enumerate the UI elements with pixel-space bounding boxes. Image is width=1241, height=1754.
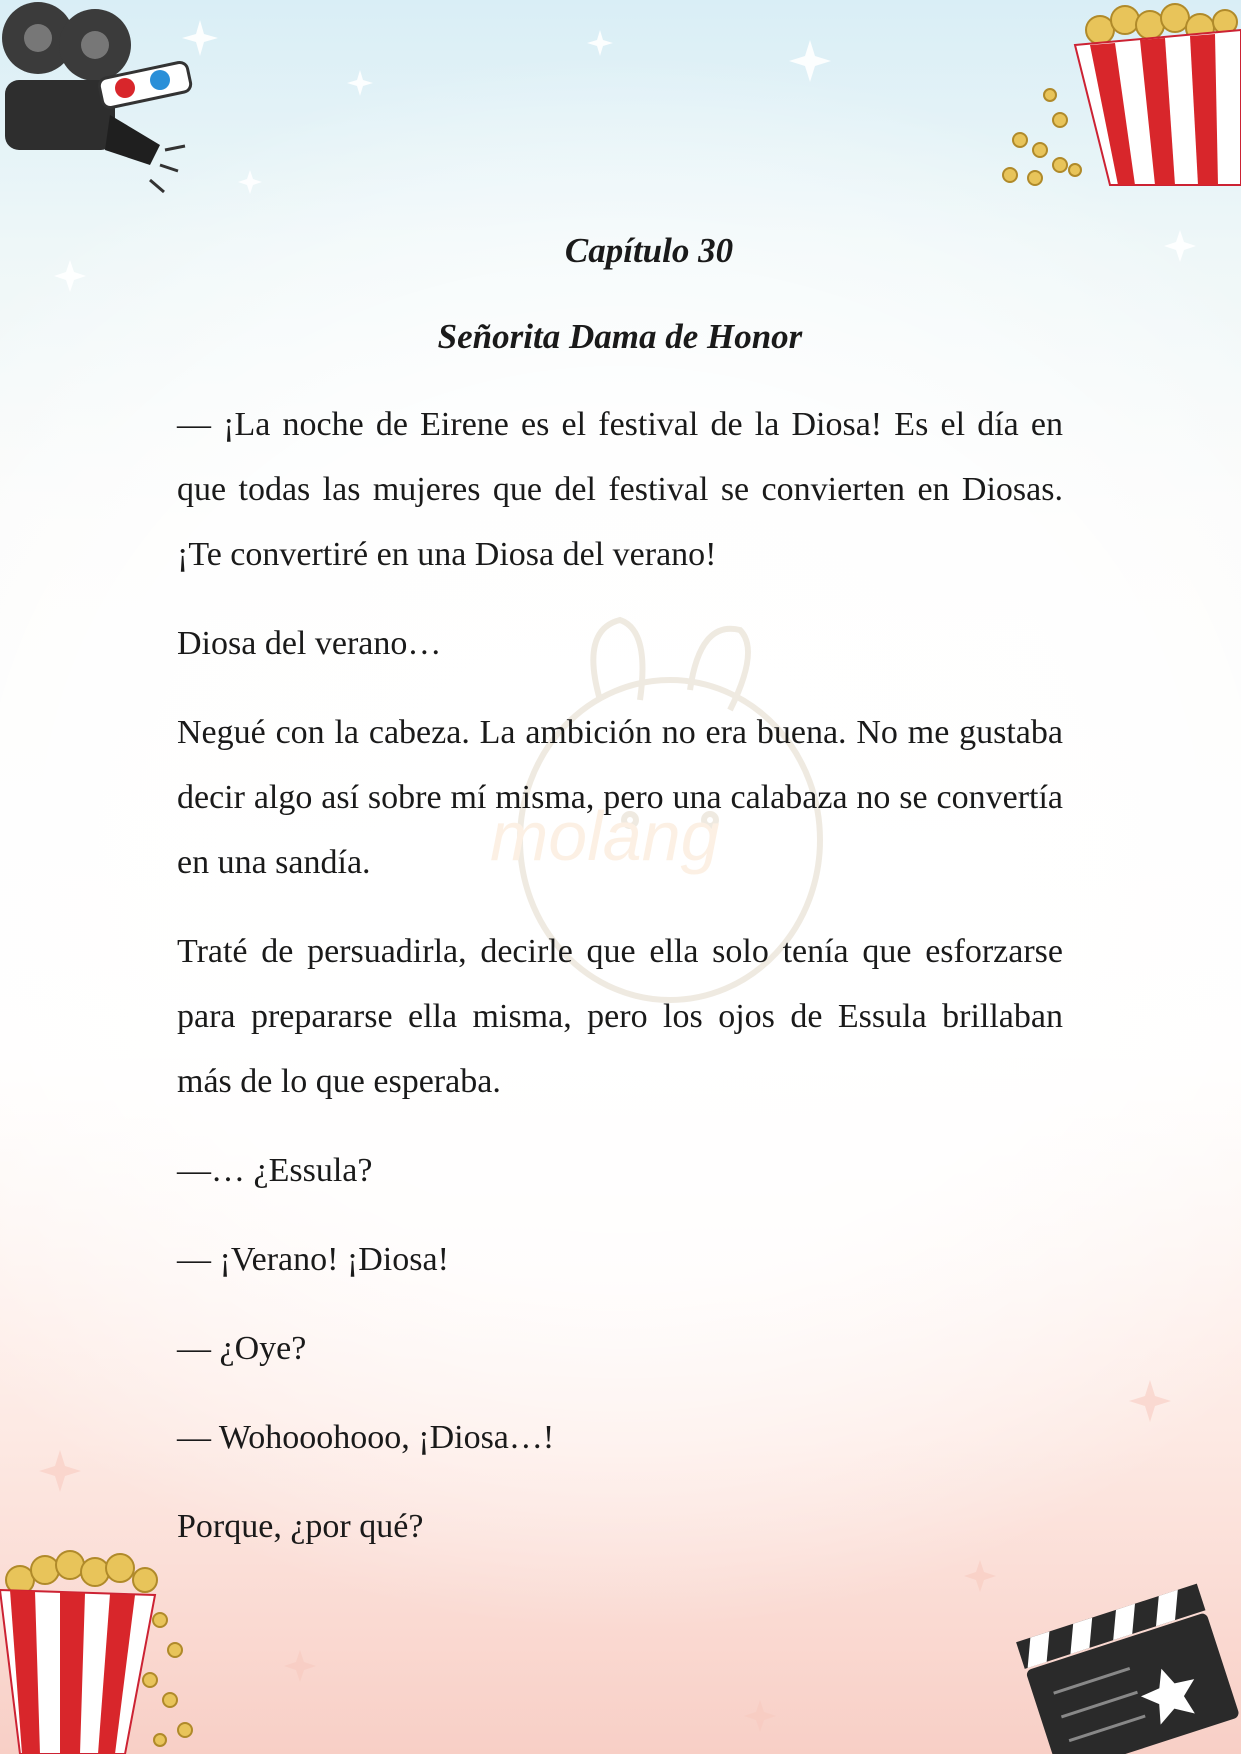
paragraph: — Wohooohooo, ¡Diosa…!	[177, 1419, 555, 1456]
paragraph: — ¡Verano! ¡Diosa!	[177, 1241, 449, 1278]
paragraph: —… ¿Essula?	[177, 1152, 373, 1189]
paragraph: Traté de persuadirla, decirle que ella solo tenía que esforzarse para prepararse ella misma, pero los ojos de Essula brillaban más de lo que esperaba.	[177, 933, 1063, 1100]
paragraph: — ¡La noche de Eirene es el festival de la Diosa! Es el día en que todas las mujeres que del festival se convierten en Diosas. ¡Te convertiré en una Diosa del verano!	[177, 406, 1063, 573]
svg-text:molang: molang	[490, 797, 720, 875]
paragraph: Negué con la cabeza. La ambición no era buena. No me gustaba decir algo así sobre mí misma, pero una calabaza no se convertía en una sandía.	[177, 714, 1063, 881]
chapter-title: Capítulo 30	[564, 231, 734, 270]
clapperboard-icon	[1010, 1570, 1241, 1754]
popcorn-icon	[0, 1550, 200, 1754]
movie-camera-icon	[0, 0, 200, 210]
chapter-page	[177, 230, 1063, 1583]
paragraph: — ¿Oye?	[177, 1330, 307, 1367]
popcorn-icon	[990, 0, 1241, 200]
paragraph: Porque, ¿por qué?	[177, 1508, 424, 1545]
chapter-subtitle: Señorita Dama de Honor	[437, 317, 803, 356]
paragraph: Diosa del verano…	[177, 625, 442, 662]
